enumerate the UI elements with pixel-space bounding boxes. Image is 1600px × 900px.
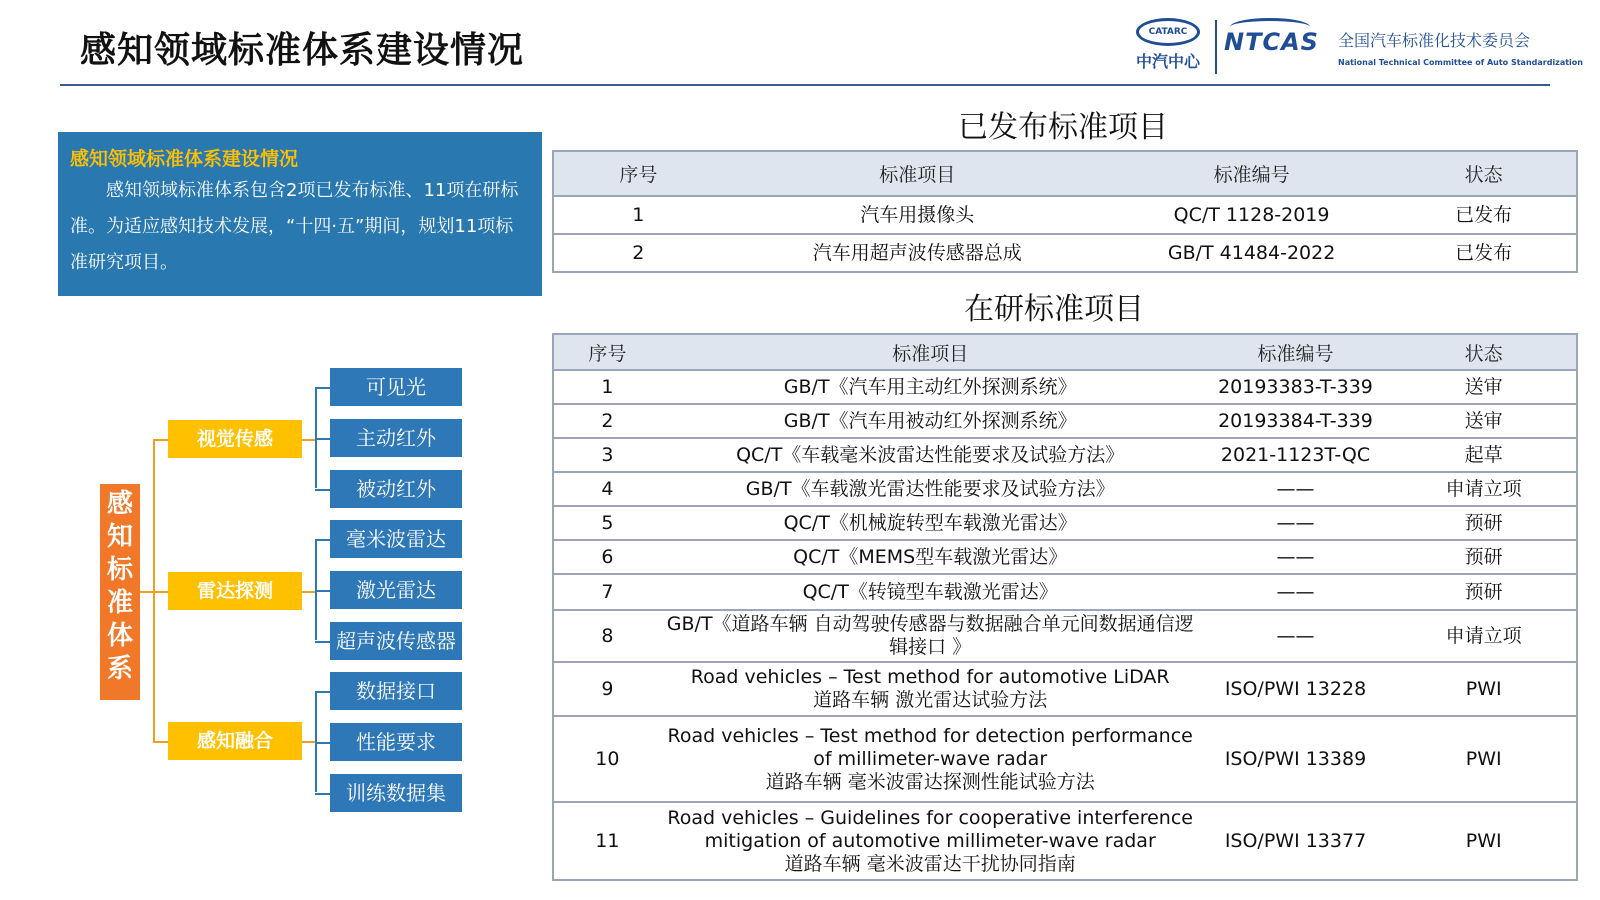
tree-category-connector (153, 741, 168, 743)
tree-leaf-connector (315, 539, 330, 541)
table-cell: GB/T《汽车用主动红外探测系统》 (661, 370, 1200, 404)
table-cell: ISO/PWI 13389 (1200, 716, 1392, 802)
table-cell: 9 (553, 662, 661, 716)
table-cell: —— (1200, 506, 1392, 540)
tree-leaf: 毫米波雷达 (330, 520, 462, 558)
table-cell: 8 (553, 610, 661, 662)
page-title: 感知领域标准体系建设情况 (80, 30, 525, 71)
tree-leaf: 被动红外 (330, 470, 462, 508)
ntcas-logo-arc (1230, 18, 1310, 36)
table-cell: —— (1200, 574, 1392, 610)
committee-name-en: National Technical Committee of Auto Standardization (1338, 58, 1583, 67)
table-cell: ISO/PWI 13377 (1200, 802, 1392, 880)
table-cell: QC/T《机械旋转型车载激光雷达》 (661, 506, 1200, 540)
tree-leaf: 可见光 (330, 368, 462, 406)
caam-logo-text: 中汽中心 (1135, 52, 1200, 71)
table-cell: PWI (1391, 802, 1577, 880)
tree-leaf-connector (315, 691, 330, 693)
table-cell: —— (1200, 610, 1392, 662)
table-cell: 送审 (1391, 370, 1577, 404)
table-cell: 10 (553, 716, 661, 802)
table-cell: —— (1200, 472, 1392, 506)
table-header-cell: 序号 (553, 334, 661, 370)
table-cell: PWI (1391, 662, 1577, 716)
tree-leaf-connector (315, 387, 330, 389)
table-cell: QC/T 1128-2019 (1112, 196, 1392, 234)
table-cell: 申请立项 (1391, 472, 1577, 506)
tree-leaf-connector (315, 793, 330, 795)
table-row (553, 662, 1577, 716)
table-cell: 20193384-T-339 (1200, 404, 1392, 438)
table-cell: Road vehicles – Test method for detection performance of millimeter-wave radar 道路车辆 毫米波雷达探测性能试验方法 (661, 716, 1200, 802)
table-row (553, 234, 1577, 272)
tree-leaf-connector (315, 438, 330, 440)
table-cell: 2021-1123T-QC (1200, 438, 1392, 472)
ntcas-logo-text: NTCAS (1224, 28, 1319, 56)
table-cell: GB/T《道路车辆 自动驾驶传感器与数据融合单元间数据通信逻辑接口 》 (661, 610, 1200, 662)
summary-title: 感知领域标准体系建设情况 (70, 148, 299, 170)
tree-root: 感知标准体系 (100, 484, 140, 700)
tree-leaf: 性能要求 (330, 723, 462, 761)
tree-root-connector (140, 591, 154, 593)
published-table (552, 150, 1578, 273)
research-title: 在研标准项目 (964, 292, 1144, 327)
summary-box (58, 132, 542, 296)
tree-leaf-connector (315, 590, 330, 592)
tree-leaf-connector (315, 489, 330, 491)
table-row (553, 802, 1577, 880)
tree-leaf: 激光雷达 (330, 571, 462, 609)
table-header-cell: 标准编号 (1112, 151, 1392, 196)
tree-leaf-connector (315, 742, 330, 744)
published-table-header (553, 151, 1577, 196)
table-cell: 已发布 (1391, 196, 1577, 234)
table-cell: 2 (553, 404, 661, 438)
table-row (553, 472, 1577, 506)
table-cell: 5 (553, 506, 661, 540)
table-cell: 预研 (1391, 540, 1577, 574)
logo-divider (1215, 20, 1217, 74)
table-cell: GB/T 41484-2022 (1112, 234, 1392, 272)
table-row (553, 438, 1577, 472)
table-cell: 11 (553, 802, 661, 880)
table-cell: 预研 (1391, 574, 1577, 610)
table-row (553, 574, 1577, 610)
table-cell: 预研 (1391, 506, 1577, 540)
tree-leaf: 训练数据集 (330, 774, 462, 812)
committee-name-cn: 全国汽车标准化技术委员会 (1338, 31, 1531, 50)
tree-category-out-connector (302, 591, 316, 593)
table-cell: GB/T《汽车用被动红外探测系统》 (661, 404, 1200, 438)
table-cell: 2 (553, 234, 723, 272)
table-cell: 6 (553, 540, 661, 574)
tree-category: 视觉传感 (168, 420, 302, 458)
table-cell: GB/T《车载激光雷达性能要求及试验方法》 (661, 472, 1200, 506)
table-cell: QC/T《转镜型车载激光雷达》 (661, 574, 1200, 610)
ntcas-logo (1224, 28, 1319, 56)
table-row (553, 716, 1577, 802)
tree-category: 雷达探测 (168, 572, 302, 610)
table-row (553, 506, 1577, 540)
table-cell: 汽车用超声波传感器总成 (723, 234, 1112, 272)
tree-category-connector (153, 591, 168, 593)
tree-leaf-connector (315, 641, 330, 643)
tree-category: 感知融合 (168, 722, 302, 760)
table-cell: QC/T《车载毫米波雷达性能要求及试验方法》 (661, 438, 1200, 472)
table-header-cell: 序号 (553, 151, 723, 196)
table-row (553, 196, 1577, 234)
research-table-header (553, 334, 1577, 370)
table-cell: ISO/PWI 13228 (1200, 662, 1392, 716)
table-row (553, 540, 1577, 574)
table-cell: 7 (553, 574, 661, 610)
table-header-cell: 标准项目 (661, 334, 1200, 370)
tree-main-bracket (153, 439, 155, 741)
caam-logo (1130, 18, 1206, 72)
table-cell: 起草 (1391, 438, 1577, 472)
table-header-cell: 状态 (1391, 151, 1577, 196)
research-table (552, 333, 1578, 881)
summary-body: 感知领域标准体系包含2项已发布标准、11项在研标准。为适应感知技术发展，“十四·五”期间，规划11项标准研究项目。 (70, 180, 519, 273)
table-cell: Road vehicles – Guidelines for cooperative interference mitigation of automotive millimeter-wave radar 道路车辆 毫米波雷达干扰协同指南 (661, 802, 1200, 880)
table-cell: —— (1200, 540, 1392, 574)
table-row (553, 370, 1577, 404)
table-header-cell: 标准项目 (723, 151, 1112, 196)
table-cell: 送审 (1391, 404, 1577, 438)
table-cell: 3 (553, 438, 661, 472)
table-header-cell: 标准编号 (1200, 334, 1392, 370)
table-cell: 1 (553, 370, 661, 404)
table-cell: 已发布 (1391, 234, 1577, 272)
table-row (553, 404, 1577, 438)
tree-category-out-connector (302, 439, 316, 441)
published-title: 已发布标准项目 (958, 110, 1168, 145)
table-cell: PWI (1391, 716, 1577, 802)
tree-leaf: 主动红外 (330, 419, 462, 457)
table-cell: 20193383-T-339 (1200, 370, 1392, 404)
header-rule (60, 84, 1550, 86)
caam-logo-oval: CATARC (1136, 18, 1200, 46)
table-cell: QC/T《MEMS型车载激光雷达》 (661, 540, 1200, 574)
table-cell: 申请立项 (1391, 610, 1577, 662)
tree-category-out-connector (302, 741, 316, 743)
table-header-cell: 状态 (1391, 334, 1577, 370)
tree-leaf: 数据接口 (330, 672, 462, 710)
table-row (553, 610, 1577, 662)
tree-leaf: 超声波传感器 (330, 622, 462, 660)
table-cell: 汽车用摄像头 (723, 196, 1112, 234)
tree-category-connector (153, 439, 168, 441)
table-cell: 1 (553, 196, 723, 234)
table-cell: Road vehicles – Test method for automotive LiDAR 道路车辆 激光雷达试验方法 (661, 662, 1200, 716)
table-cell: 4 (553, 472, 661, 506)
